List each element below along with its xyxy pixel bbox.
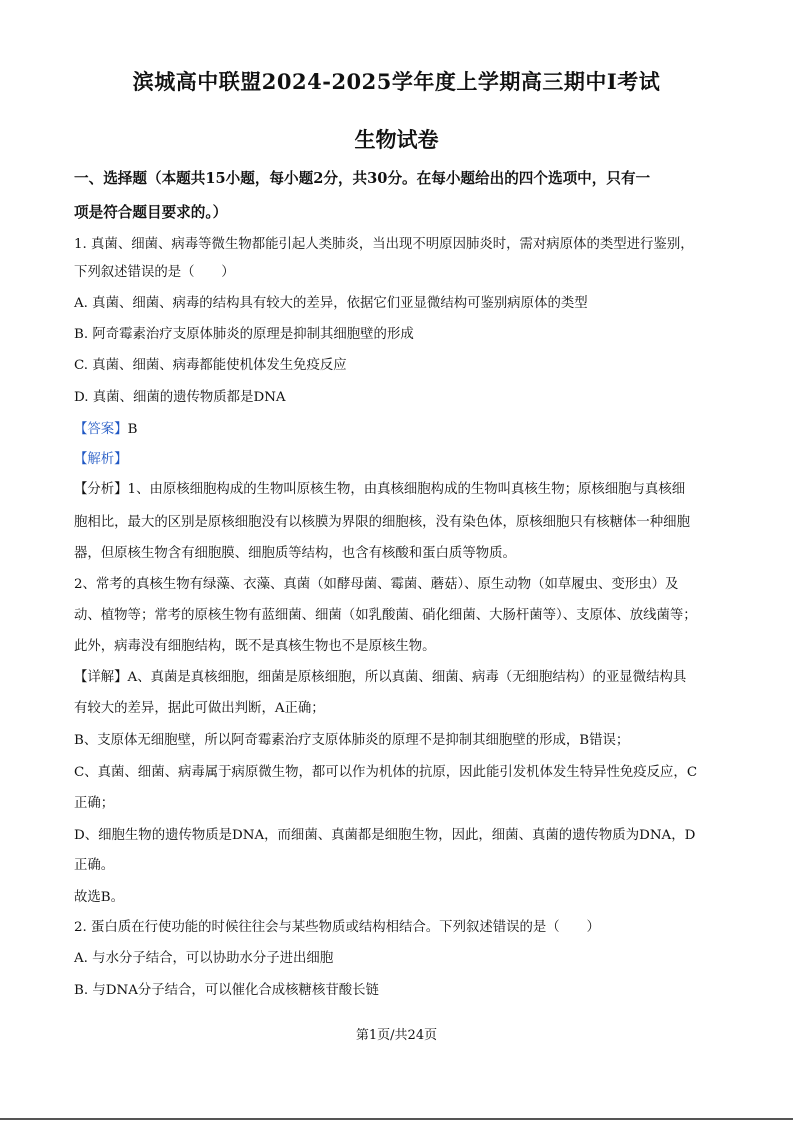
bottom-divider xyxy=(0,1118,793,1120)
q1-option-a: A. 真菌、细菌、病毒的结构具有较大的差异，依据它们亚显微结构可鉴别病原体的类型 xyxy=(74,296,588,311)
analysis-line: B、支原体无细胞壁，所以阿奇霉素治疗支原体肺炎的原理不是抑制其细胞壁的形成，B错误； xyxy=(74,733,630,748)
analysis-line: 动、植物等；常考的原核生物有蓝细菌、细菌（如乳酸菌、硝化细菌、大肠杆菌等）、支原体、放线菌等； xyxy=(74,608,697,623)
q2-option-b: B. 与DNA分子结合，可以催化合成核糖核苷酸长链 xyxy=(74,983,379,998)
q1-stem-line-1: 1. 真菌、细菌、病毒等微生物都能引起人类肺炎，当出现不明原因肺炎时，需对病原体的类型进行鉴别， xyxy=(74,237,694,252)
analysis-line: 故选B。 xyxy=(74,890,125,905)
q2-stem: 2. 蛋白质在行使功能的时候往往会与某些物质或结构相结合。下列叙述错误的是（ ） xyxy=(74,920,600,935)
analysis-line: D、细胞生物的遗传物质是DNA，而细菌、真菌都是细胞生物，因此，细菌、真菌的遗传物质为DNA，D xyxy=(74,828,696,843)
analysis-line: 【分析】1、由原核细胞构成的生物叫原核生物，由真核细胞构成的生物叫真核生物；原核细胞与真核细 xyxy=(74,482,686,497)
answer-tag: 【答案】 xyxy=(74,422,128,437)
exam-title: 滨城高中联盟2024-2025学年度上学期高三期中Ⅰ考试 xyxy=(132,69,661,94)
q2-option-a: A. 与水分子结合，可以协助水分子进出细胞 xyxy=(74,951,334,966)
analysis-line: 正确。 xyxy=(74,858,115,873)
q1-answer xyxy=(74,421,724,439)
answer-value: B xyxy=(127,422,138,437)
analysis-line: 器，但原核生物含有细胞膜、细胞质等结构，也含有核酸和蛋白质等物质。 xyxy=(74,546,516,561)
analysis-line: 2、常考的真核生物有绿藻、衣藻、真菌（如酵母菌、霉菌、蘑菇）、原生动物（如草履虫、变形虫）及 xyxy=(74,577,679,592)
analysis-line: 有较大的差异，据此可做出判断，A正确； xyxy=(74,701,325,716)
q1-option-c: C. 真菌、细菌、病毒都能使机体发生免疫反应 xyxy=(74,358,347,373)
exam-subtitle: 生物试卷 xyxy=(354,127,439,152)
analysis-tag: 【解析】 xyxy=(74,452,128,467)
section-heading-line-1: 一、选择题（本题共15小题，每小题2分，共30分。在每小题给出的四个选项中，只有一 xyxy=(74,170,651,187)
page-number: 第1页/共24页 xyxy=(355,1028,438,1043)
analysis-line: 【详解】A、真菌是真核细胞，细菌是原核细胞，所以真菌、细菌、病毒（无细胞结构）的亚显微结构具 xyxy=(74,670,687,685)
q1-option-d: D. 真菌、细菌的遗传物质都是DNA xyxy=(74,390,286,405)
analysis-line: 胞相比，最大的区别是原核细胞没有以核膜为界限的细胞核，没有染色体，原核细胞只有核糖体一种细胞 xyxy=(74,515,690,530)
q1-stem-line-2: 下列叙述错误的是（ ） xyxy=(74,265,235,280)
q1-option-b: B. 阿奇霉素治疗支原体肺炎的原理是抑制其细胞壁的形成 xyxy=(74,327,414,342)
analysis-line: 此外，病毒没有细胞结构，既不是真核生物也不是原核生物。 xyxy=(74,639,436,654)
section-heading-line-2: 项是符合题目要求的。） xyxy=(74,204,228,221)
analysis-line: C、真菌、细菌、病毒属于病原微生物，都可以作为机体的抗原，因此能引发机体发生特异性免疫反应，C xyxy=(74,765,698,780)
analysis-line: 正确； xyxy=(74,796,115,811)
